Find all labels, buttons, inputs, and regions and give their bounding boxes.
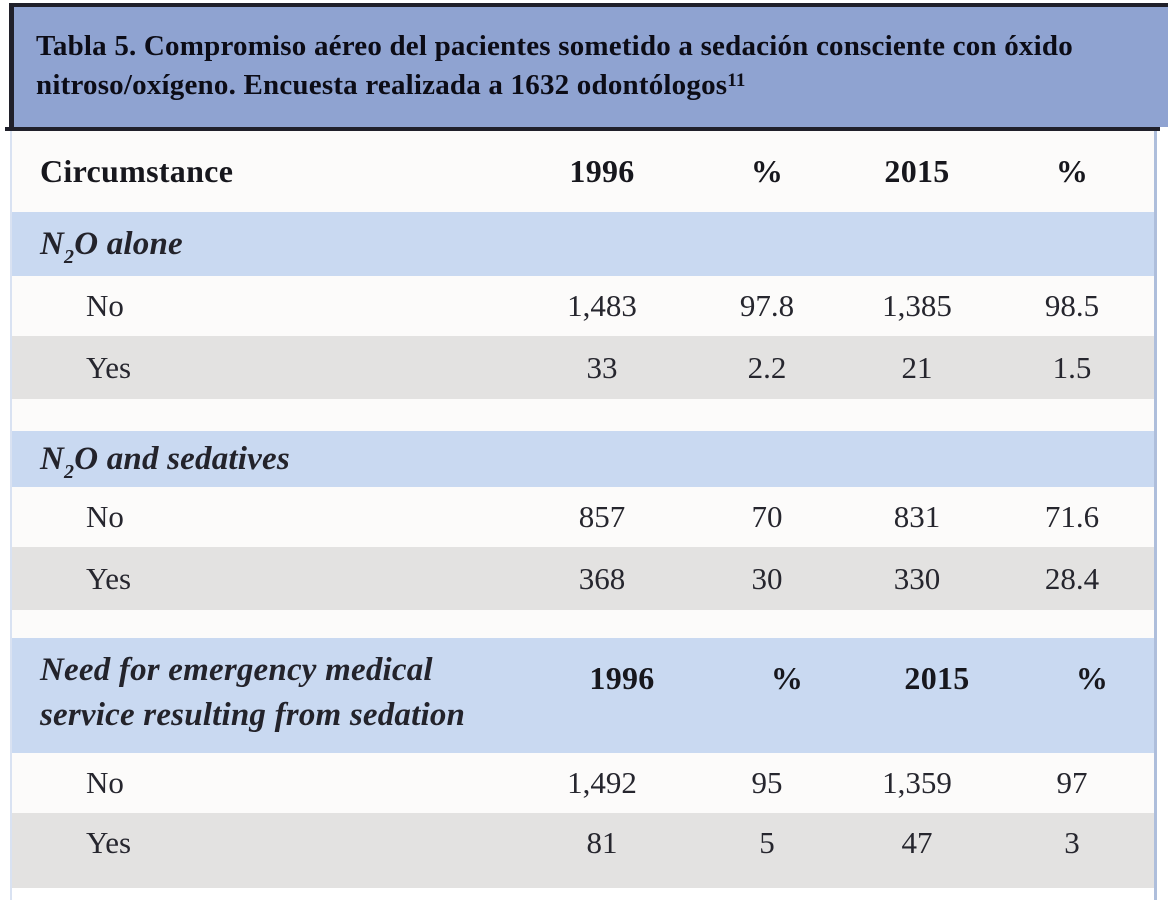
value-cell: 97 bbox=[1056, 765, 1088, 800]
page-margin bbox=[12, 888, 1154, 900]
section-label-rest: O and sedatives bbox=[74, 440, 290, 477]
table-row bbox=[12, 276, 1154, 336]
table-caption bbox=[36, 27, 1142, 105]
value-cell: 28.4 bbox=[1044, 560, 1100, 596]
table-row bbox=[12, 487, 1154, 547]
table-row bbox=[12, 547, 1154, 610]
section-label-text: N bbox=[40, 225, 65, 262]
caption-line1: Tabla 5. Compromiso aéreo del pacientes sometido a sedación consciente con óxido bbox=[36, 30, 1073, 62]
section-column-header-pct-2015: % bbox=[1075, 660, 1109, 696]
row-label: No bbox=[86, 765, 124, 800]
table-header-row bbox=[12, 131, 1154, 212]
row-spacer bbox=[12, 610, 1154, 638]
value-cell: 95 bbox=[751, 765, 783, 800]
section-label-rest: O alone bbox=[74, 225, 183, 262]
value-cell: 98.5 bbox=[1044, 288, 1100, 323]
value-cell: 21 bbox=[901, 349, 933, 385]
row-label: Yes bbox=[86, 560, 132, 596]
n2o-subscript: 2 bbox=[64, 460, 75, 483]
section-label-text: N bbox=[40, 440, 65, 477]
data-table bbox=[10, 131, 1157, 900]
value-cell: 33 bbox=[586, 349, 618, 385]
column-header-1996: 1996 bbox=[569, 153, 635, 189]
section-column-header-1996: 1996 bbox=[589, 660, 655, 696]
value-cell: 1,385 bbox=[882, 288, 952, 323]
value-cell: 5 bbox=[759, 825, 775, 860]
value-cell: 1,483 bbox=[567, 288, 637, 323]
value-cell: 330 bbox=[893, 560, 941, 596]
section-row-n2o-sedatives bbox=[12, 431, 1154, 487]
caption-line2: nitroso/oxígeno. Encuesta realizada a 1632 odontólogos bbox=[36, 69, 728, 101]
value-cell: 857 bbox=[578, 499, 626, 534]
section-column-header-2015: 2015 bbox=[904, 660, 970, 696]
caption-footnote-superscript: 11 bbox=[727, 70, 746, 91]
row-spacer bbox=[12, 399, 1154, 431]
row-label: Yes bbox=[86, 349, 132, 385]
value-cell: 368 bbox=[578, 560, 626, 596]
value-cell: 71.6 bbox=[1044, 499, 1100, 534]
n2o-subscript: 2 bbox=[64, 245, 75, 268]
column-header-2015: 2015 bbox=[884, 153, 950, 189]
section-label-text: Need for emergency medical service resulting from sedation bbox=[40, 652, 466, 733]
value-cell: 30 bbox=[751, 560, 783, 596]
column-header-pct-1996: % bbox=[750, 153, 784, 189]
value-cell: 97.8 bbox=[739, 288, 795, 323]
row-label: Yes bbox=[86, 825, 132, 860]
value-cell: 70 bbox=[751, 499, 783, 534]
column-header-circumstance: Circumstance bbox=[40, 153, 234, 189]
table-caption-band bbox=[9, 3, 1168, 127]
row-label: No bbox=[86, 288, 124, 323]
value-cell: 831 bbox=[893, 499, 941, 534]
section-label bbox=[12, 225, 492, 268]
section-label bbox=[12, 638, 512, 738]
value-cell: 3 bbox=[1064, 825, 1080, 860]
table-row bbox=[12, 753, 1154, 813]
section-label bbox=[12, 440, 492, 483]
value-cell: 1,492 bbox=[567, 765, 637, 800]
row-label: No bbox=[86, 499, 124, 534]
section-row-emergency-service bbox=[12, 638, 1154, 753]
value-cell: 2.2 bbox=[747, 349, 787, 385]
section-row-n2o-alone bbox=[12, 212, 1154, 276]
value-cell: 81 bbox=[586, 825, 618, 860]
value-cell: 47 bbox=[901, 825, 933, 860]
column-header-pct-2015: % bbox=[1055, 153, 1089, 189]
table-row bbox=[12, 336, 1154, 399]
table-row bbox=[12, 813, 1154, 888]
section-column-header-pct-1996: % bbox=[770, 660, 804, 696]
value-cell: 1,359 bbox=[882, 765, 952, 800]
value-cell: 1.5 bbox=[1052, 349, 1092, 385]
